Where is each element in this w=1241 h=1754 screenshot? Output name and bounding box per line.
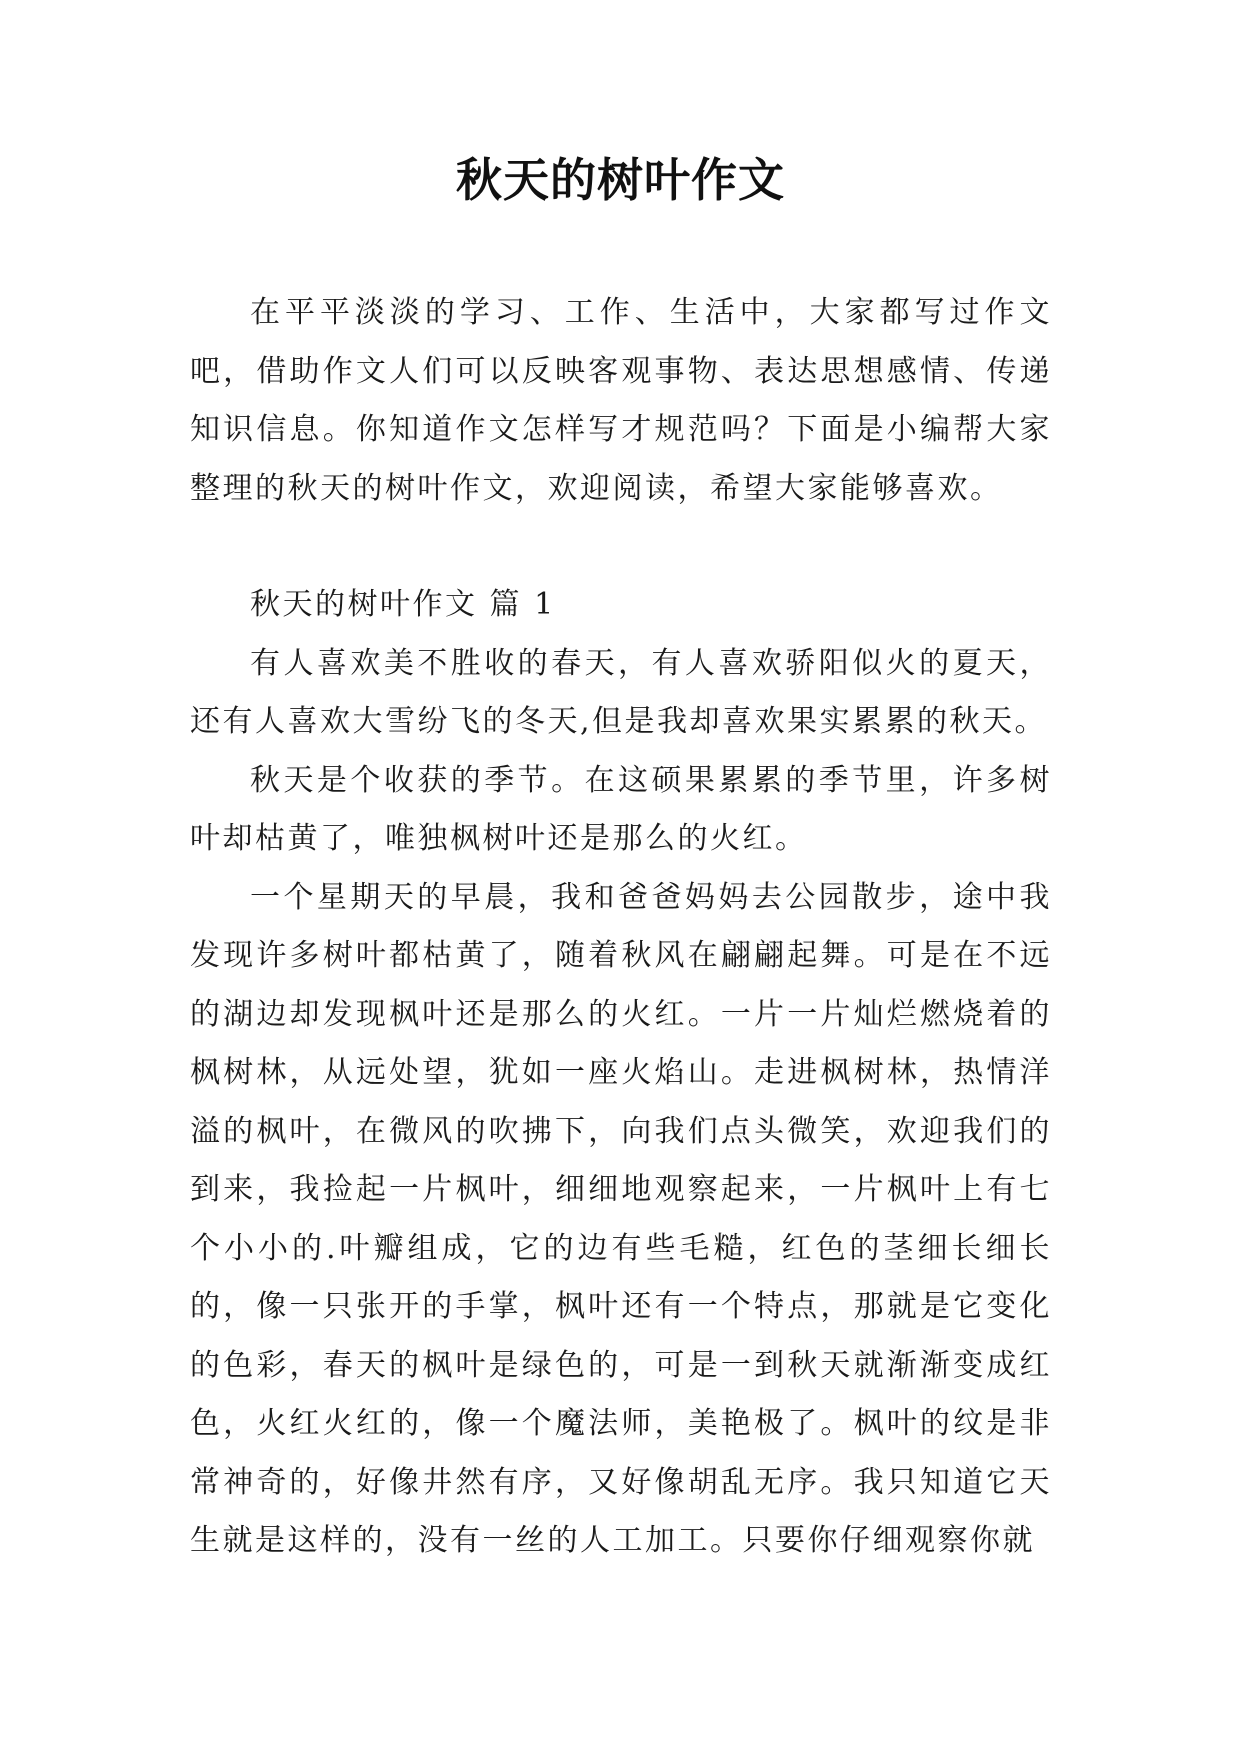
section-heading: 秋天的树叶作文 篇 1 bbox=[250, 587, 556, 622]
body-paragraph-2: 秋天是个收获的季节。在这硕果累累的季节里，许多树叶却枯黄了，唯独枫树叶还是那么的火红。 bbox=[190, 762, 1052, 856]
intro-paragraph: 在平平淡淡的学习、工作、生活中，大家都写过作文吧，借助作文人们可以反映客观事物、表达思想感情、传递知识信息。你知道作文怎样写才规范吗？下面是小编帮大家整理的秋天的树叶作文，欢迎阅读，希望大家能够喜欢。 bbox=[190, 295, 1052, 506]
body-paragraph-3: 一个星期天的早晨，我和爸爸妈妈去公园散步，途中我发现许多树叶都枯黄了，随着秋风在翩翩起舞。可是在不远的湖边却发现枫叶还是那么的火红。一片一片灿烂燃烧着的枫树林，从远处望，犹如一座火焰山。走进枫树林，热情洋溢的枫叶，在微风的吹拂下，向我们点头微笑，欢迎我们的到来，我捡起一片枫叶，细细地观察起来，一片枫叶上有七个小小的.叶瓣组成，它的边有些毛糙，红色的茎细长细长的，像一只张开的手掌，枫叶还有一个特点，那就是它变化的色彩，春天的枫叶是绿色的，可是一到秋天就渐渐变成红色，火红火红的，像一个魔法师，美艳极了。枫叶的纹是非常神奇的，好像井然有序，又好像胡乱无序。我只知道它天生就是这样的，没有一丝的人工加工。只要你仔细观察你就 bbox=[190, 879, 1052, 1558]
body-paragraph-1: 有人喜欢美不胜收的春天，有人喜欢骄阳似火的夏天，还有人喜欢大雪纷飞的冬天,但是我却喜欢果实累累的秋天。 bbox=[190, 645, 1052, 739]
document-body bbox=[190, 284, 1052, 1571]
document-title: 秋天的树叶作文 bbox=[456, 153, 785, 207]
